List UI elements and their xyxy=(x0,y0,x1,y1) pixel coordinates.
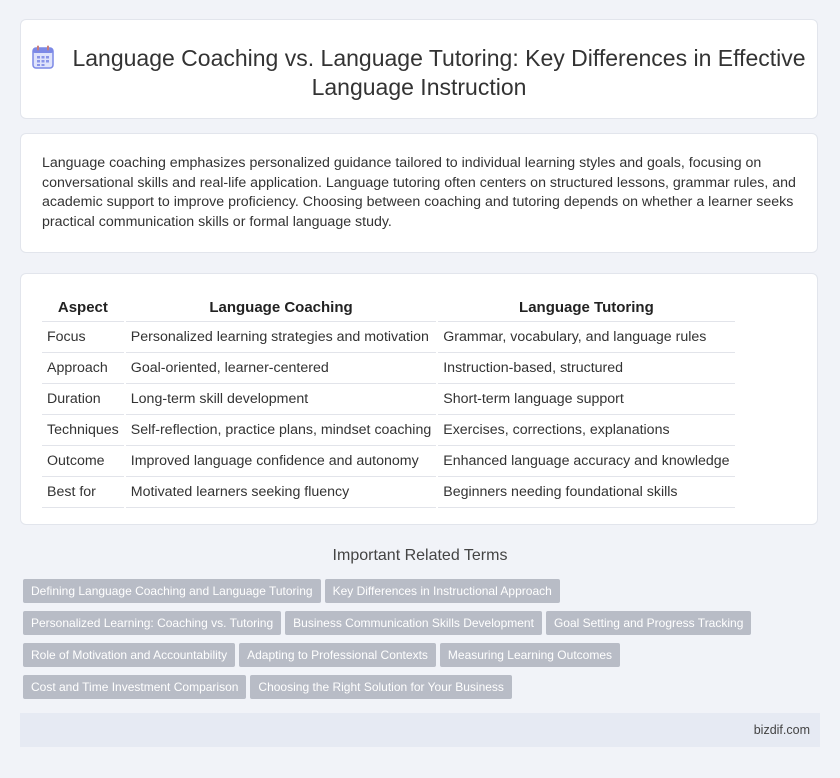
related-term-tag[interactable]: Defining Language Coaching and Language Tutoring xyxy=(23,579,321,603)
related-term-tag[interactable]: Business Communication Skills Development xyxy=(285,611,542,635)
table-row xyxy=(42,477,735,508)
cell-tutoring: Short-term language support xyxy=(438,384,734,415)
cell-aspect: Duration xyxy=(42,384,124,415)
calendar-icon xyxy=(32,45,54,69)
comparison-card xyxy=(20,273,818,525)
related-term-tag[interactable]: Measuring Learning Outcomes xyxy=(440,643,620,667)
cell-aspect: Outcome xyxy=(42,446,124,477)
header-coaching: Language Coaching xyxy=(126,294,436,322)
comparison-table xyxy=(42,294,735,508)
table-row xyxy=(42,322,735,353)
cell-aspect: Techniques xyxy=(42,415,124,446)
title-card xyxy=(20,19,818,119)
cell-tutoring: Instruction-based, structured xyxy=(438,353,734,384)
related-term-tag[interactable]: Adapting to Professional Contexts xyxy=(239,643,436,667)
related-term-tag[interactable]: Goal Setting and Progress Tracking xyxy=(546,611,751,635)
cell-aspect: Approach xyxy=(42,353,124,384)
header-aspect: Aspect xyxy=(42,294,124,322)
related-term-tag[interactable]: Key Differences in Instructional Approach xyxy=(325,579,560,603)
header-tutoring: Language Tutoring xyxy=(438,294,734,322)
table-row xyxy=(42,384,735,415)
cell-aspect: Best for xyxy=(42,477,124,508)
cell-tutoring: Beginners needing foundational skills xyxy=(438,477,734,508)
cell-coaching: Personalized learning strategies and motivation xyxy=(126,322,436,353)
cell-coaching: Goal-oriented, learner-centered xyxy=(126,353,436,384)
page-title-block xyxy=(21,44,817,102)
related-terms-list xyxy=(23,579,813,707)
intro-paragraph: Language coaching emphasizes personalized guidance tailored to individual learning styles and goals, focusing on conversational skills and real-life application. Language tutoring often centers on structured lessons, grammar rules, and academic support to improve proficiency. Choosing between coaching and tutoring depends on whether a learner seeks practical communication skills or formal language study. xyxy=(42,155,796,230)
page-title: Language Coaching vs. Language Tutoring: Key Differences in Effective Language Instruction xyxy=(72,45,806,100)
table-row xyxy=(42,446,735,477)
footer-site-link[interactable]: bizdif.com xyxy=(753,723,810,737)
cell-coaching: Self-reflection, practice plans, mindset coaching xyxy=(126,415,436,446)
table-row xyxy=(42,353,735,384)
cell-tutoring: Exercises, corrections, explanations xyxy=(438,415,734,446)
related-term-tag[interactable]: Cost and Time Investment Comparison xyxy=(23,675,246,699)
cell-aspect: Focus xyxy=(42,322,124,353)
related-term-tag[interactable]: Choosing the Right Solution for Your Business xyxy=(250,675,512,699)
related-term-tag[interactable]: Personalized Learning: Coaching vs. Tutoring xyxy=(23,611,281,635)
table-header-row xyxy=(42,294,735,322)
cell-tutoring: Enhanced language accuracy and knowledge xyxy=(438,446,734,477)
table-row xyxy=(42,415,735,446)
cell-coaching: Motivated learners seeking fluency xyxy=(126,477,436,508)
intro-card xyxy=(20,133,818,253)
footer xyxy=(20,713,820,747)
cell-coaching: Improved language confidence and autonomy xyxy=(126,446,436,477)
cell-coaching: Long-term skill development xyxy=(126,384,436,415)
related-term-tag[interactable]: Role of Motivation and Accountability xyxy=(23,643,235,667)
related-terms-heading: Important Related Terms xyxy=(332,547,508,564)
cell-tutoring: Grammar, vocabulary, and language rules xyxy=(438,322,734,353)
